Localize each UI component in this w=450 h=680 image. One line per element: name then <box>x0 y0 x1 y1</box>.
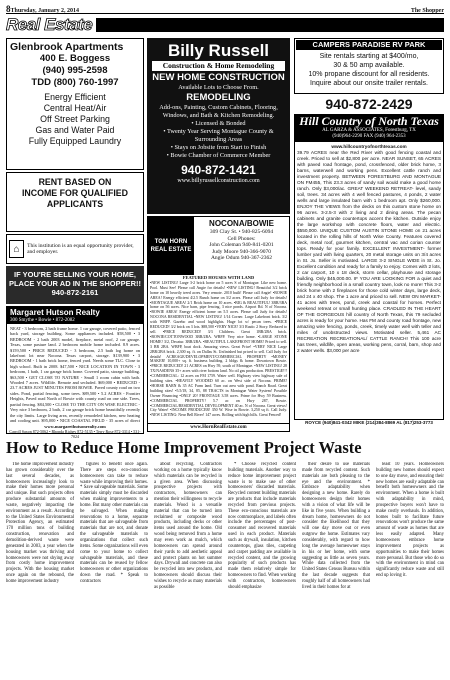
campers-paradise-ad <box>294 38 444 94</box>
campers-title: CAMPERS PARADISE RV PARK <box>296 40 442 50</box>
section-band <box>96 18 444 32</box>
glenbrook-name: Glenbrook Apartments <box>10 41 124 53</box>
right-column <box>294 38 444 434</box>
hill-country-listings <box>294 142 444 420</box>
newspaper-page <box>6 4 444 676</box>
hill-country-agents: AL GARZA & ASSOCIATES, Forestburg, TX <box>322 128 416 133</box>
billy-remodel-list: Add-ons, Painting, Custom Cabinets, Flooring, Windows, and Bath & Kitchen Remodeling. <box>159 104 278 119</box>
logo-line: REAL ESTATE <box>150 247 192 253</box>
equal-housing-icon: ⌂ <box>9 240 24 258</box>
sell-phone: 940-872-2161 <box>51 288 99 297</box>
glenbrook-features <box>10 92 140 147</box>
glenbrook-phone: (940) 995-2598 <box>42 65 108 76</box>
hill-country-footer: ROYCE (940)841-0342 MIKE (214)384-8869 AL (817)253-3773 <box>305 420 433 425</box>
glenbrook-tdd: TDD (800) 760-1997 <box>31 77 119 88</box>
billy-bullet: • Bowie Chamber of Commerce Member <box>166 152 271 159</box>
campers-line: Inquire about our onsite trailer rentals. <box>310 80 428 87</box>
hill-country-title: Hill Country of North Texas <box>299 114 439 128</box>
contact-line: Judy Moore 940-366-9070 <box>212 248 271 255</box>
rent-notice <box>6 172 144 232</box>
article-column <box>376 462 444 680</box>
billy-russell-ad <box>147 38 290 214</box>
margaret-hutson-website: www.margarethutsonrealty.com <box>44 424 106 429</box>
tom-horn-logo <box>148 217 194 275</box>
contact-line: 309 Clay St. • 940-825-6094 <box>209 229 274 235</box>
article-column <box>6 462 74 680</box>
article-paragraph: * Choose recycled content building materials. Another way to reduce home improvement project waste is to make use of other homeowners' discarded materials. Recycled content building materials are products that include materials recycled from previous projects. These eco-conscious materials are now commonplace, and labels often include the percentages of post-consumer and recovered materials used in each product. Materials such as drywall, insulation, kitchen countertops, glass tiles, carpeting and carpet padding are available in recycled content, and the growing popularity of such products has made them relatively simple for homeowners to find. When working with contractors, homeowners should emphasize <box>228 462 296 590</box>
rent-line: APPLICANTS <box>46 199 104 209</box>
feature-item: Energy Efficient <box>44 92 106 102</box>
hill-country-header <box>294 114 444 142</box>
tom-horn-contact <box>194 217 289 275</box>
billy-subtitle: Construction & Home Remodeling <box>152 61 285 71</box>
sell-line: PLACE YOUR AD IN THE SHOPPER!! <box>8 279 142 288</box>
campers-line: 30 & 50 amp available. <box>333 62 405 69</box>
contact-line: Cell Phones: <box>227 235 256 242</box>
eho-text: This institution is an equal opportunity provider, and employer. <box>27 243 134 255</box>
article-column <box>80 462 148 680</box>
page-header <box>6 4 444 12</box>
tom-horn-header <box>148 217 289 275</box>
billy-lots: Available Lots to Choose From. <box>178 84 259 91</box>
glenbrook-address: 400 E. Boggess <box>39 53 111 64</box>
billy-bullet: • Twenty Year Serving Montague County & Surrounding Areas <box>163 128 274 143</box>
left-column <box>6 38 144 439</box>
billy-bullet: • Stays on Jobsite from Start to Finish <box>170 144 267 151</box>
feature-item: Central Heat/Air <box>43 103 107 113</box>
margaret-hutson-name: Margaret Hutson Realty <box>7 307 143 318</box>
margaret-hutson-listings: NEAT - 3 bedroom, 2 bath frame home. 1 car garage, covered patio, fenced back yard, storage building. Some appliances included. $58,500 • 3 BEDROOM - 2 bath 2003 model, fireplace, metal roof, 2 car garage. Texas, some pasture land. 2 bedroom mobile home included. 8.9 acres. $159,500 • PRICE REDUCED - 3 bedroom, 2.5 bath log home on lakefront lot near Nocona. Texas carport, storage. $139,900 • 3 BEDROOM - 1 bath brick home, fenced yard. Needs some TLC. Close to high school. Built in 2008. $47,500 • NICE LOCATION IN TOWN - 3 bedroom, 1 bath, 1 car garage brick home. Covered patio, storage building. $63,500 • GET CLOSE TO NATURE - Small 1 room cabin with bath. Wooded 7 acres. Wildlife. Remote and secluded. $69,000 • REDUCED - 23.7 ACRES JUST MINUTES FROM BOWIE. Paved county road on two sides. Pond, partial fencing, some trees. $89,500 • 5.2 ACRES - Frontier Heights, Paved road North of Bowie with county road on one side. Trees, partial fencing. $84,500 • CLOSE TO THE CITY ON WISE ELECTRIC - Very nice 3 bedroom, 2 bath, 2 car garage brick home beautifully recently the city limits. Large living area, recently remodeled kitchen, new heating and cooling unit. $95,000 • NICE COASTAL FIELD - 35 acres of direct <box>10 326 140 423</box>
article-column <box>154 462 222 680</box>
billy-name: Billy Russell <box>167 41 270 60</box>
article <box>6 438 444 680</box>
page-number: 8 <box>6 4 11 14</box>
tom-horn-website: www.HornRealEstate.com <box>148 423 289 431</box>
tom-horn-listings <box>148 275 289 423</box>
feature-item: Off Street Parking <box>40 114 110 124</box>
hill-website: www.hillcountryofnorthtexas.com <box>331 144 407 149</box>
contact-line: Angie Odum 940-367-2362 <box>210 255 273 262</box>
section-title: Real Estate <box>6 15 93 34</box>
tom-horn-real-estate-ad <box>147 216 290 432</box>
rent-line: RENT BASED ON <box>38 177 112 187</box>
article-paragraph: figures to benefit once again. There are steps eco-conscious homeowners can take to reduce waste while improving their homes. * Save salvageable materials. Some materials simply must be discarded when making improvements to a home. But many other materials can be salvaged. When making renovations to a home, separate materials that are salvageable from materials that are not, and donate the salvageable materials to organizations that collect such items. Some organizations will even come to your home to collect salvageable materials, and these materials can be reused by fellow homeowners or other organizations down the road. * Speak to contractors <box>80 462 149 584</box>
sell-line: IF YOU'RE SELLING YOUR HOME, <box>14 270 136 279</box>
billy-phone: 940-872-1421 <box>181 163 256 177</box>
margaret-hutson-address: 300 Smythe • Bowie • 872-2082 <box>7 318 143 324</box>
tom-horn-title: NOCONA/BOWIE <box>209 219 274 228</box>
article-paragraph: their desire to use materials made from recycled content. Such materials are both pleasing to the eye and the environment. * Embrace adaptability when designing a new home. Rarely do homeowners design their homes with a vision of what life will be like in five years. When building a dream home, homeowners do not consider the likelihood that they will one day move out or even outgrow the home. Estimates vary considerably, with regard to how long the average homeowner stays in his or her home, with some suggesting as little as seven years. While data collected from the United States Census Bureau within the last decade suggests that roughly half of all homeowners had lived in their homes for at <box>302 462 370 590</box>
hill-country-phones: (940)964-2290 FAX (940) 964-2353 <box>332 134 406 139</box>
article-paragraph: least 10 years. Homeowners building new homes should expect to one day move, and ensuring their new homes are easily adaptable can benefit both homeowners and the environment. When a home is built with adaptability in mind, prospective buyers won't have to make costly overhauls. In addition, homes built to facilitate future renovations won't produce the same amount of waste as homes that are less easily adapted. Many homeowners embrace home improvement projects as opportunities to make their homes more personal. But those who do so with the environment in mind can significantly reduce waste and still end up loving it. <box>376 462 444 579</box>
billy-new-home: NEW HOME CONSTRUCTION <box>152 72 285 83</box>
equal-opportunity-notice <box>6 234 144 264</box>
article-paragraph: The home improvement industry has grown considerably over the last several decades, as homeowners increasingly look to make their homes more personal and unique. But such projects often produce substantial amounts of waste, negatively impacting the environment as a result. According to the United States Environmental Protection Agency, an estimated 170 million tons of building construction, renovation and demolition-derived waste were generated in 2003, a year when the housing market was thriving and homeowners were not shying away from costly home improvement projects. With the housing market once again on the rebound, the home improvement industry <box>6 462 74 584</box>
logo-line: TOM HORN <box>154 239 188 245</box>
feature-item: Fully Equipped Laundry <box>28 136 122 146</box>
article-body <box>6 462 444 680</box>
article-column <box>302 462 370 680</box>
campers-line: 10% propane discount for all residents. <box>308 71 430 78</box>
billy-remodeling: REMODELING <box>186 92 251 103</box>
article-column <box>228 462 296 680</box>
listing-body: •NEW LISTING! Large 3-2 brick home on 5 acres S of Montague. Like new home. Pool. Must See! Please call Angie for details! •NEW LISTING! Beautiful 3/2 brick home on 10 heavily treed acres. Very remote. 2010 built! Please call Angie! •BOWIE AREA! Energy efficient 4/2.5 Ranch home on 3/2 acres. Please call Judy for details! •MONTAGUE AREA! 2/1 Brick home on 10 acres. •BIG & BEAUTIFUL! 3BR/3BA home on 56 acres. Nice barn, pipe fencing, 3 nice ponds. Airport Rd. N of Nocona. •BOWIE AREA! Energy efficient home on 5.5 acres. Please call Judy for details! NOCONA RESIDENTIAL •NEW LISTING! 1/14 Corner. Large Lakefront brick. 3/2 with WBFP. Gazebo and wood highlights. Huge lot w/ pecan trees. •PRICE REDUCED! 3/2 brick on 3 lots. $88,500 •VERY NICE! 3/3 Rustic 2 Story. Reduced to sell. •PRICE REDUCED! 3/3 Childress. Great 1BR/2BA brick. •BOWIE/COTTONWOOD 3BR/2BA. WBFP. Very nice home. •LARGE STONE HOME! 3/2, Decatur. 3BR/2BA. •BEAUTIFUL LAKEFRONT HOME! Priced to sell. 3 BR 2BA. WBFP, boat dock. Amazing views. Great Price! •VERY NICE Large 2BR/2BA brick. 2,300 sq. ft. on Dallas St. Unfinished but priced to sell. Call Judy for details! ACREAGE/DEVELOPMENT/COMMERCIAL PROPERTY •MONEY MAKER! 10,000+ sq. ft. business building. 2 bldgs & home. Downtown Bowie. •PRICE REDUCED! 21 ACRES on Hwy 59, south of Montague. •NEW LISTING! 28 TX/NASDENS 35+ acres with river bottom land. No oil gas production. PRESTIGE!!! •COMMERCIAL: 12 acres on FM 1759. Water well. Highway view highway sale of building sites. •HEAVILY WOODED 60 ac. on West side of Nocona. PRIME! •HORSE BARN & 35 AC Farm land. Turn out area with pond. Ranch Road. Great building sites! •5.5/18, 34, 85, 88 TRACTS in Montague Water System! Possible Owner Financing •ONLY 20! FRONTAGE 3.58 acres. Prime for Hwy 59 Business. •COMMERCIAL PROPERTY! 5.7 ac on Hwy 287, Bowie. •COMMERCIAL/RESIDENTIAL DEVELOPMENT 40 ac. N of Nocona. Great views! City Water! •INCOME PRODUCER! 350 W. Wise in Bowie. 3,250 sq ft. Call Judy. •NEW LISTING: Near Bell River! 147 acres. Rolling with high hills. Great Fenced! <box>150 280 287 418</box>
featured-heading: FEATURED HOUSES WITH LAND <box>182 275 255 280</box>
billy-website: www.billyrussellconstruction.com <box>177 178 260 184</box>
article-paragraph: about recycling. Contractors working on a home typically know which materials can be recycled in a given area. When discussing prospective projects with contractors, homeowners can mention their willingness to recycle materials. Wood is a versatile material that can be turned into reclaimed or composite wood products, including decks or other items used around the home. Old wood being removed from a home may even work as mulch, which homeowners can spread around their yards to add aesthetic appeal and protect plants on hot summer days. Drywall and concrete can also be recycled into new products, and homeowners should discuss their wishes to recycle as many materials as possible <box>154 462 222 590</box>
glenbrook-ad <box>6 38 144 170</box>
billy-bullet: • Licensed & Bonded <box>191 120 246 127</box>
listing-body: 39.79 ACRES near the Red River with good fencing coastal and creek. Priced to sell at $2,800 per acre. NEAR SUNSET, 65 ACRES with paved road frontage, pond, crossfenced, older brick home, 3 barns, waterwell and working pens. Excellent cattle ranch and investment property. BETWEEN FORESTBURG AND MONTAGUE ON FM455, This 23.3 acres of sandy soil would make a good home ranch. Only $3,000/ac. GREAT WEEKEND RETREAT- level, sandy soil, trees. 34 acres with 4 well fenced pastures, 4 ponds, 2 water wells and large insulated barn with 1 bedroom apt. Only $260,000. ENJOY THE VIEWS from the decks on this custom stone home on 96 acres. 3-2.5-3 with 2 living and 2 dining areas. The pecan cabinets and granite countertops accent the kitchen. Outside enjoy the large workshop with concrete floors, water and electric. $550,000. UNIQUE CUSTOM AUSTIN STONE HOME on 21 acres located in the rolling hills of North Wise County. Features covered deck, metal roof, gourmet kitchen, central vac and corian counter tops. Ready for your family. EXCELLENT INVESTMENT- former lumber yard with living quarters, 20 metal storage units on 3/4 acres in St. Jo. Seller is motivated. LARGE 3-2 SINGLE WIDE in St. Jo. Excellent condition and ready for a family to enjoy. Comes with 2 lots, 2 car carport, 10 x 18 deck, storm cellar, playhouse and storage building. Only $45,000.00. IF YOU ARE LOOKING FOR a quiet and friendly neighborhood in a small country town, look no more! This 3-2 brick home with 2 fireplaces for those cold winter days, large deck, and 24 x 40 shop. The 1 acre and priced to sell. NEW ON MARKET-41 acres with trees, pond, creek and coastal for horses. Perfect weekend retreat or small hunting place. CRADLED IN THE HEART OF THE GORGEOUS hill country of North Texas, this 79 secluded acres is ready for your home. Has FM and county road frontage, new amazing wire fencing, ponds, creek, timely water well with teller and miles of unobstructed views. Motivated seller. 5,461 AC RECREATION RECREATIONAL/ CATTLE RANCH! This 100 acre has trees, wildlife, open areas, working pens, corral, barn, shop and 2 water wells. $3,000 per acre <box>297 150 441 353</box>
middle-column <box>147 38 290 434</box>
campers-line: Site rentals starting at $400/mo, <box>319 53 419 60</box>
sell-your-home-ad <box>6 266 144 304</box>
rent-line: INCOME FOR QUALIFIED <box>21 188 129 198</box>
margaret-hutson-ad <box>6 306 144 439</box>
margaret-hutson-agents: Carroll Saxon 872-5062 • Rhonda Richey 872-5135 • Terry Rose 872-3314 • 531-7024 <box>9 429 141 439</box>
issue-date: Thursday, January 2, 2014 <box>10 8 80 14</box>
contact-line: John Coleman 940-841-0201 <box>209 242 274 249</box>
feature-item: Gas and Water Paid <box>35 125 115 135</box>
publication-name: The Shopper <box>410 8 444 14</box>
campers-phone: 940-872-2429 <box>325 96 413 112</box>
article-headline: How to Reduce Home Improvement Project Waste <box>6 438 362 457</box>
